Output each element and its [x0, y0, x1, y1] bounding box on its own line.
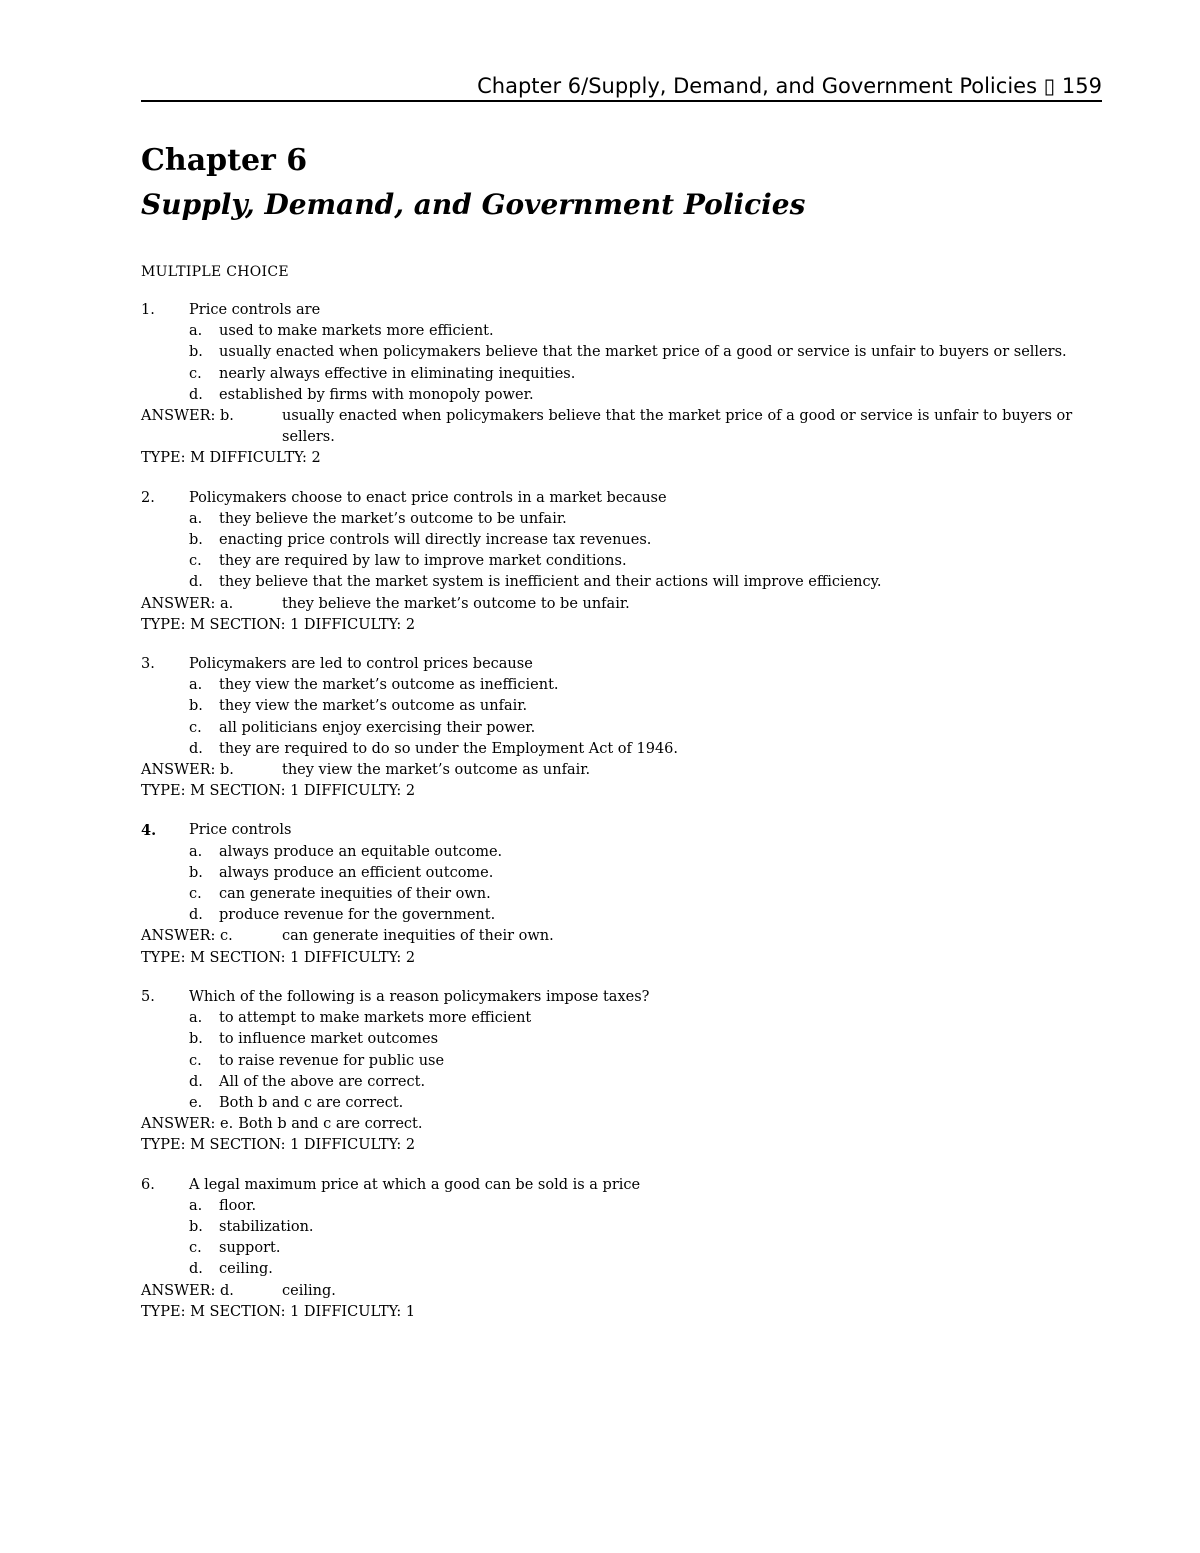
option-text: to attempt to make markets more efficient: [219, 1010, 532, 1027]
option: [141, 364, 1101, 385]
answer-line: [141, 1114, 1101, 1135]
option-text: established by firms with monopoly power.: [219, 386, 534, 403]
option-text: Both b and c are correct.: [219, 1094, 404, 1111]
answer-line: [141, 1281, 1101, 1302]
question-stem: [141, 654, 1101, 675]
answer-label: ANSWER: b.: [141, 408, 234, 425]
answer-text: Both b and c are correct.: [238, 1116, 423, 1133]
option-text: to influence market outcomes: [219, 1031, 439, 1048]
option: [141, 1029, 1101, 1050]
option-letter: d.: [189, 740, 203, 757]
question-stem: [141, 820, 1101, 841]
question-stem: [141, 987, 1101, 1008]
question-text: Price controls are: [189, 302, 321, 318]
option-letter: b.: [189, 532, 203, 549]
option-letter: d.: [189, 574, 203, 591]
option: [141, 1093, 1101, 1114]
option-text: nearly always effective in eliminating inequities.: [219, 365, 576, 382]
answer-line: [141, 406, 1101, 448]
question-number: 4.: [141, 822, 157, 840]
answer-label: ANSWER: a.: [141, 595, 234, 612]
option: [141, 696, 1101, 717]
option: [141, 1259, 1101, 1280]
option-text: always produce an efficient outcome.: [219, 864, 494, 881]
option: [141, 905, 1101, 926]
question-meta: TYPE: M SECTION: 1 DIFFICULTY: 1: [141, 1303, 416, 1320]
option-letter: a.: [189, 323, 203, 340]
answer-line: [141, 760, 1101, 781]
option-text: enacting price controls will directly increase tax revenues.: [219, 532, 652, 549]
question-list: [141, 300, 1101, 1341]
question-4: [141, 820, 1101, 968]
question-text: Which of the following is a reason policymakers impose taxes?: [189, 988, 650, 1005]
option: [141, 530, 1101, 551]
option: [141, 675, 1101, 696]
option-letter: a.: [189, 1010, 203, 1027]
option-text: support.: [219, 1240, 281, 1257]
option-letter: d.: [189, 907, 203, 924]
question-6: [141, 1175, 1101, 1323]
question-5: [141, 987, 1101, 1157]
option-letter: b.: [189, 698, 203, 715]
question-meta: TYPE: M SECTION: 1 DIFFICULTY: 2: [141, 1137, 416, 1154]
option-text: they view the market’s outcome as inefficient.: [219, 677, 559, 694]
option-letter: c.: [189, 1052, 202, 1069]
answer-text: can generate inequities of their own.: [282, 928, 554, 945]
option: [141, 842, 1101, 863]
chapter-title: Supply, Demand, and Government Policies: [141, 188, 806, 221]
option-text: All of the above are correct.: [219, 1073, 426, 1090]
option: [141, 1072, 1101, 1093]
option: [141, 1196, 1101, 1217]
question-stem: [141, 1175, 1101, 1196]
option-text: always produce an equitable outcome.: [219, 843, 503, 860]
option: [141, 718, 1101, 739]
option: [141, 342, 1101, 363]
option-letter: e.: [189, 1094, 203, 1111]
section-label: MULTIPLE CHOICE: [141, 264, 289, 280]
question-meta: TYPE: M DIFFICULTY: 2: [141, 450, 321, 467]
answer-label: ANSWER: c.: [141, 928, 233, 945]
question-number: 2.: [141, 489, 155, 506]
header-rule: [141, 100, 1102, 102]
option: [141, 321, 1101, 342]
question-text: Price controls: [189, 822, 292, 839]
chapter-number: Chapter 6: [141, 143, 308, 178]
option-letter: c.: [189, 365, 202, 382]
option-text: to raise revenue for public use: [219, 1052, 445, 1069]
answer-label: ANSWER: e.: [141, 1116, 234, 1133]
option-letter: c.: [189, 1240, 202, 1257]
answer-text: they view the market’s outcome as unfair.: [282, 762, 591, 779]
option: [141, 884, 1101, 905]
option-text: they view the market’s outcome as unfair.: [219, 698, 528, 715]
option: [141, 1238, 1101, 1259]
option-letter: a.: [189, 510, 203, 527]
answer-label: ANSWER: d.: [141, 1282, 234, 1299]
option-text: they are required to do so under the Employment Act of 1946.: [219, 740, 679, 757]
option-text: produce revenue for the government.: [219, 907, 496, 924]
question-meta: TYPE: M SECTION: 1 DIFFICULTY: 2: [141, 616, 416, 633]
option-letter: a.: [189, 1197, 203, 1214]
option-letter: b.: [189, 1031, 203, 1048]
option-text: they believe that the market system is inefficient and their actions will improve efficiency.: [219, 574, 882, 591]
option: [141, 509, 1101, 530]
option-letter: d.: [189, 1261, 203, 1278]
question-2: [141, 488, 1101, 636]
question-number: 3.: [141, 656, 155, 673]
question-1: [141, 300, 1101, 470]
option-letter: c.: [189, 886, 202, 903]
question-number: 6.: [141, 1176, 155, 1193]
question-number: 1.: [141, 302, 155, 318]
option: [141, 572, 1101, 593]
option-text: ceiling.: [219, 1261, 273, 1278]
option-letter: d.: [189, 1073, 203, 1090]
option-letter: c.: [189, 719, 202, 736]
question-stem: [141, 300, 1101, 321]
option: [141, 1008, 1101, 1029]
answer-text: they believe the market’s outcome to be unfair.: [282, 595, 630, 612]
option-text: stabilization.: [219, 1218, 314, 1235]
question-3: [141, 654, 1101, 802]
question-text: A legal maximum price at which a good can be sold is a price: [189, 1176, 641, 1193]
question-text: Policymakers are led to control prices because: [189, 656, 533, 673]
option: [141, 551, 1101, 572]
option-letter: a.: [189, 843, 203, 860]
option-letter: b.: [189, 864, 203, 881]
option: [141, 1051, 1101, 1072]
question-meta: TYPE: M SECTION: 1 DIFFICULTY: 2: [141, 949, 416, 966]
question-text: Policymakers choose to enact price controls in a market because: [189, 489, 667, 506]
option-letter: a.: [189, 677, 203, 694]
option-letter: b.: [189, 1218, 203, 1235]
running-head: Chapter 6/Supply, Demand, and Government Policies ▯ 159: [477, 74, 1102, 98]
option-text: floor.: [219, 1197, 257, 1214]
option-letter: b.: [189, 344, 203, 361]
option-text: usually enacted when policymakers believe that the market price of a good or service is unfair to buyers or sellers.: [219, 344, 1067, 361]
option-text: they are required by law to improve market conditions.: [219, 553, 627, 570]
option-letter: c.: [189, 553, 202, 570]
option: [141, 863, 1101, 884]
question-stem: [141, 488, 1101, 509]
answer-text: usually enacted when policymakers believe that the market price of a good or service is unfair to buyers or sellers.: [282, 408, 1073, 446]
answer-line: [141, 594, 1101, 615]
question-meta: TYPE: M SECTION: 1 DIFFICULTY: 2: [141, 783, 416, 800]
option-text: they believe the market’s outcome to be unfair.: [219, 510, 567, 527]
option-letter: d.: [189, 386, 203, 403]
option-text: can generate inequities of their own.: [219, 886, 491, 903]
option: [141, 385, 1101, 406]
answer-text: ceiling.: [282, 1282, 336, 1299]
option-text: used to make markets more efficient.: [219, 323, 494, 340]
option: [141, 1217, 1101, 1238]
question-number: 5.: [141, 988, 155, 1005]
answer-line: [141, 926, 1101, 947]
answer-label: ANSWER: b.: [141, 762, 234, 779]
option-text: all politicians enjoy exercising their power.: [219, 719, 536, 736]
option: [141, 739, 1101, 760]
